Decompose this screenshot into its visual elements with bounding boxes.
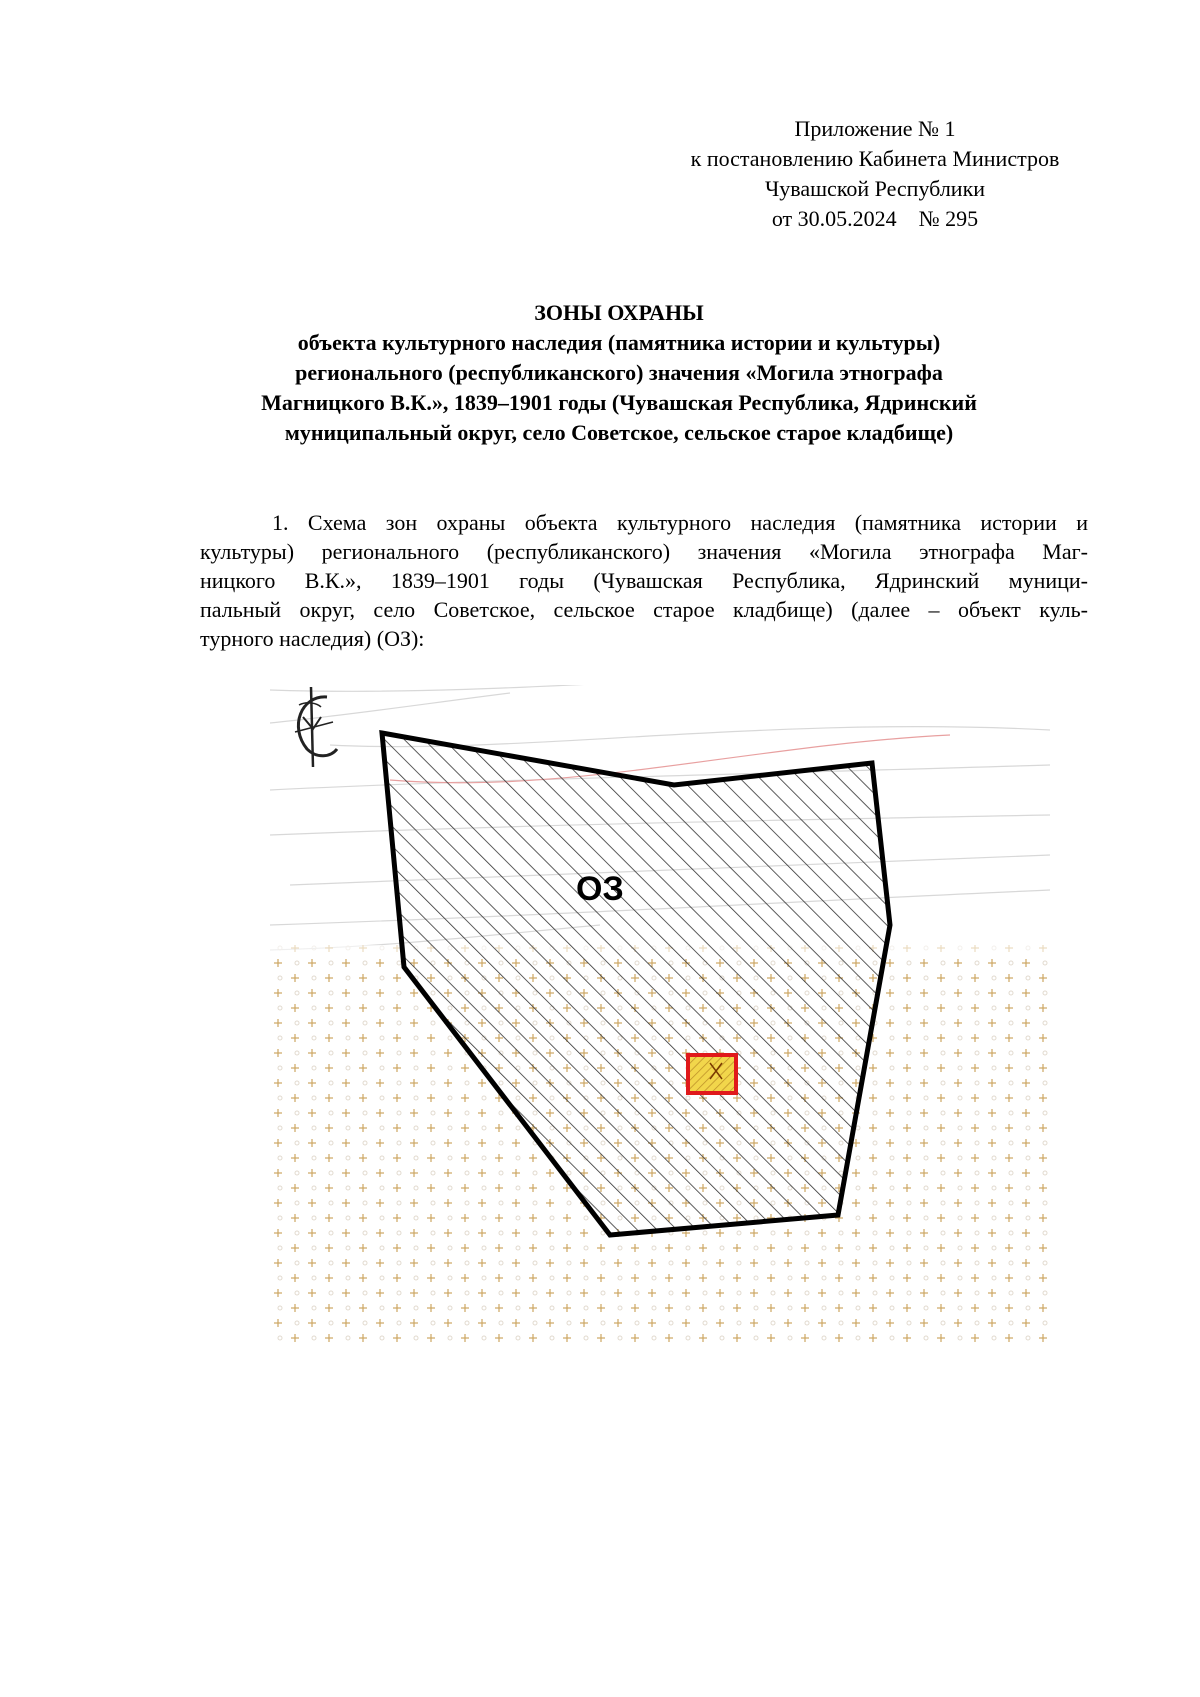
title-line-3: регионального (республиканского) значения «Могила этнографа (295, 360, 943, 385)
appendix-number: Приложение № 1 (794, 116, 956, 141)
body-line-5: турного наследия) (ОЗ): (200, 626, 425, 651)
appendix-resolution: к постановлению Кабинета Министров (690, 146, 1060, 171)
appendix-date-number: от 30.05.2024 № 295 (771, 206, 979, 231)
zone-label: ОЗ (576, 870, 624, 908)
zone-scheme-map (270, 685, 1050, 1345)
body-line-1: 1. Схема зон охраны объекта культурного наследия (памятника истории и (272, 510, 1088, 535)
body-paragraph (200, 508, 1088, 653)
title-line-2: объекта культурного наследия (памятника истории и культуры) (297, 330, 941, 355)
title-main: ЗОНЫ ОХРАНЫ (534, 300, 704, 325)
appendix-republic: Чувашской Республики (764, 176, 986, 201)
title-line-5: муниципальный округ, село Советское, сельское старое кладбище) (284, 420, 954, 445)
title-line-4: Магницкого В.К.», 1839–1901 годы (Чувашская Республика, Ядринский (261, 390, 977, 415)
appendix-header (650, 114, 1100, 234)
north-arrow-icon (295, 687, 337, 767)
body-line-4: пальный округ, село Советское, сельское старое кладбище) (далее – объект куль- (200, 597, 1088, 622)
document-title (150, 298, 1088, 448)
body-line-3: ницкого В.К.», 1839–1901 годы (Чувашская Республика, Ядринский муници- (200, 568, 1088, 593)
body-line-2: культуры) регионального (республиканского) значения «Могила этнографа Маг- (200, 539, 1088, 564)
heritage-object-marker (688, 1055, 736, 1093)
map-svg (270, 685, 1050, 1345)
